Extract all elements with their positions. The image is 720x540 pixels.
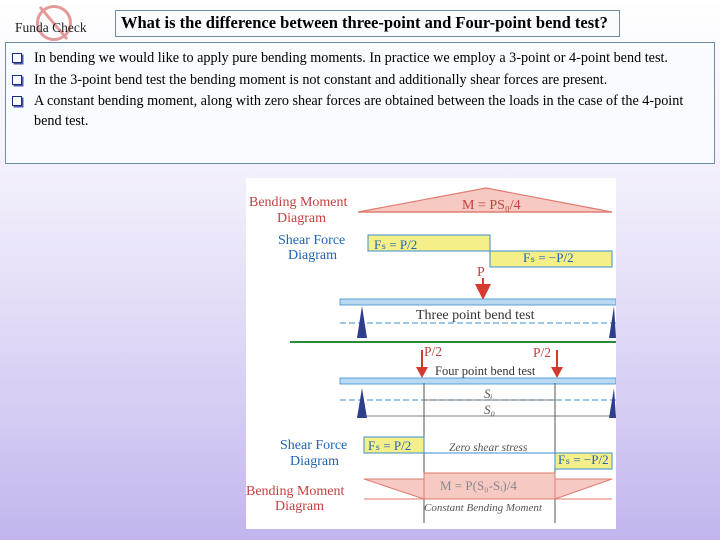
three-point-shear-left-value: Fₛ = P/2 [374,237,418,252]
three-point-caption: Three point bend test [416,308,535,323]
list-item [12,71,702,91]
bottom-shear-label-1: Shear Force [280,438,348,453]
four-point-load-left-arrow [416,367,428,378]
four-point-load-left-label: P/2 [424,344,443,359]
four-point-moment-value: M = P(S₀-Sᵢ)/4 [440,478,517,493]
four-point-load-right-arrow [551,367,563,378]
three-point-load-label: P [477,265,485,280]
list-item [12,49,702,69]
slide-title: What is the difference between three-point and Four-point bend test? [115,10,620,37]
zero-shear-label: Zero shear stress [449,442,528,454]
bottom-shear-label-2: Diagram [290,454,339,469]
top-shear-label-2: Diagram [288,248,337,263]
bend-test-diagram [246,178,616,529]
square-bullet-icon [12,75,22,85]
constant-moment-label: Constant Bending Moment [424,502,542,514]
top-moment-label-1: Bending Moment [249,195,348,210]
bend-test-svg [246,178,616,529]
funda-check-badge [6,4,110,44]
bottom-moment-label-2: Diagram [275,499,324,514]
four-point-left-support [357,388,367,418]
four-point-beam [340,378,616,384]
three-point-moment-value: M = PS₀/4 [462,198,521,213]
bullet-list [5,42,715,164]
badge-label: Funda Check [15,20,87,35]
four-point-shear-left-value: Fₛ = P/2 [368,438,412,453]
three-point-beam [340,299,616,305]
three-point-left-support [357,306,367,338]
outer-span-label: S₀ [484,402,496,417]
four-point-shear-right-value: Fₛ = −P/2 [558,452,609,467]
list-item [12,92,702,131]
inner-span-label: Sᵢ [484,386,493,401]
three-point-load-arrow [477,288,489,299]
three-point-right-support [609,306,616,338]
top-shear-label-1: Shear Force [278,233,346,248]
four-point-caption: Four point bend test [435,364,536,378]
three-point-shear-right-value: Fₛ = −P/2 [523,250,574,265]
square-bullet-icon [12,96,22,106]
four-point-right-support [609,388,616,418]
top-moment-label-2: Diagram [277,211,326,226]
square-bullet-icon [12,53,22,63]
bullet-text: In bending we would like to apply pure bending moments. In practice we employ a 3-point or 4-point bend test. [34,50,668,66]
four-point-load-right-label: P/2 [533,345,552,360]
bullet-text: In the 3-point bend test the bending moment is not constant and additionally shear forces are present. [34,71,608,88]
bottom-moment-label-1: Bending Moment [246,484,345,499]
bullet-text: A constant bending moment, along with zero shear forces are obtained between the loads in the case of the 4-point bend test. [34,93,684,129]
